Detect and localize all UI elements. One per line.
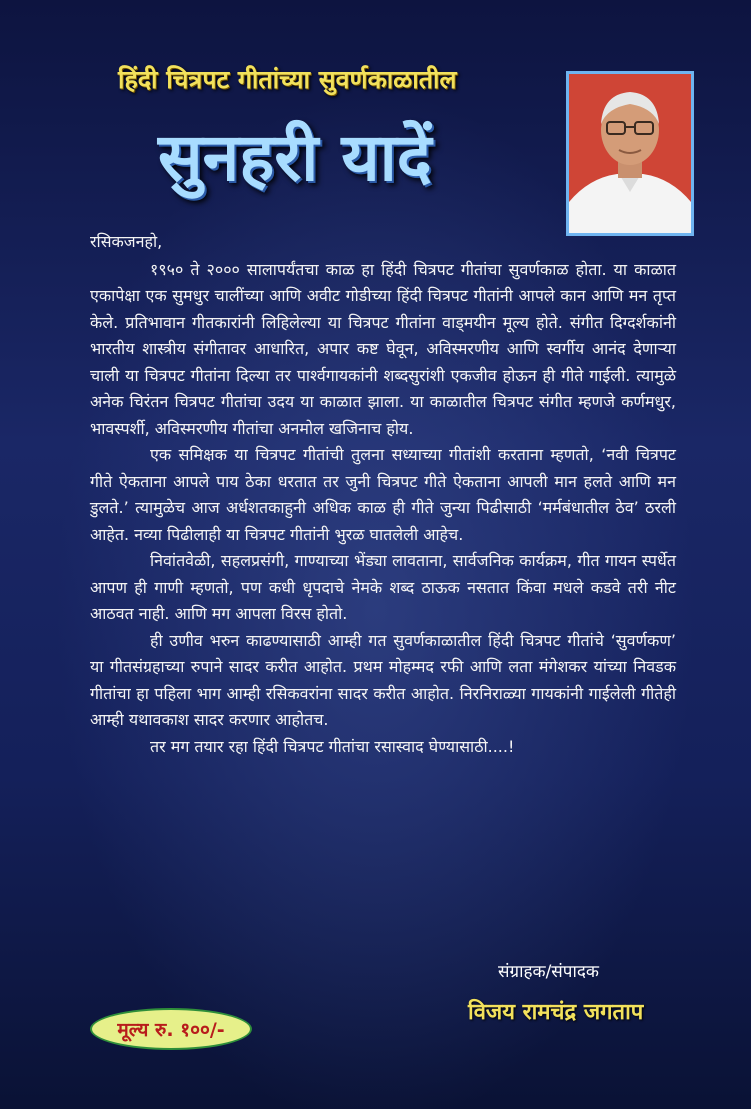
paragraph-3: निवांतवेळी, सहलप्रसंगी, गाण्याच्या भेंड्या लावताना, सार्वजनिक कार्यक्रम, गीत गायन स्पर्धेत आपण ही गाणी म्हणतो, पण कधी धृपदाचे नेमके शब्द ठाऊक नसतात किंवा मधले कडवे तरी नीट आठवत नाही. आणि मग आपला विरस होतो.	[90, 551, 676, 623]
price-badge: मूल्य रु. १००/-	[90, 1008, 252, 1050]
compiler-name: विजय रामचंद्र जगताप	[468, 1000, 644, 1025]
paragraph-1: १९५० ते २००० सालापर्यंतचा काळ हा हिंदी चित्रपट गीतांचा सुवर्णकाळ होता. या काळात एकापेक्षा एक सुमधुर चालींच्या आणि अवीट गोडीच्या हिंदी चित्रपट गीतांनी आपले कान आणि मन तृप्त केले. प्रतिभावान गीतकारांनी लिहिलेल्या या चित्रपट गीतांना वाड्मयीन मूल्य होते. संगीत दिग्दर्शकांनी भारतीय शास्त्रीय संगीतावर आधारित, अपार कष्ट घेवून, अविस्मरणीय आणि स्वर्गीय आनंद देणाऱ्या चाली या चित्रपट गीतांना दिल्या तर पार्श्वगायकांनी शब्दसुरांशी एकजीव होऊन ही गीते गाईली. त्यामुळे अनेक चिरंतन चित्रपट गीतांचा उदय या काळात झाला. या काळातील चित्रपट संगीत म्हणजे कर्णमधुर, भावस्पर्शी, अविस्मरणीय गीतांचा अनमोल खजिनाच होय.	[90, 259, 676, 438]
cover-title: सुनहरी यादें	[158, 119, 432, 196]
paragraph-4: ही उणीव भरुन काढण्यासाठी आम्ही गत सुवर्णकाळातील हिंदी चित्रपट गीतांचे ‘सुवर्णकण’ या गीतसंग्रहाच्या रुपाने सादर करीत आहोत. प्रथम मोहम्मद रफी आणि लता मंगेशकर यांच्या निवडक गीतांचा हा पहिला भाग आम्ही रसिकवरांना सादर करीत आहोत. निरनिराळ्या गायकांनी गाईलेली गीतेही आम्ही यथावकाश सादर करणार आहोतच.	[90, 630, 676, 729]
body-text	[90, 229, 676, 760]
paragraph-2: एक समिक्षक या चित्रपट गीतांची तुलना सध्याच्या गीतांशी करताना म्हणतो, ‘नवी चित्रपट गीते ऐकताना आपले पाय ठेका धरतात तर जुनी चित्रपट गीते ऐकताना आपली मान हलते आणि मन डुलते.’ त्यामुळेच आज अर्धशतकाहुनी अधिक काळ ही गीते जुन्या पिढीसाठी ‘मर्मबंधातील ठेव’ ठरली आहेत. नव्या पिढीलाही या चित्रपट गीतांनी भुरळ घातलेली आहेच.	[90, 445, 676, 544]
salutation: रसिकजनहो,	[90, 232, 163, 251]
author-portrait-image	[569, 74, 691, 233]
author-photo	[566, 71, 694, 236]
paragraph-5: तर मग तयार रहा हिंदी चित्रपट गीतांचा रसास्वाद घेण्यासाठी....!	[150, 736, 515, 756]
compiler-label: संग्राहक/संपादक	[498, 962, 599, 982]
cover-subtitle: हिंदी चित्रपट गीतांच्या सुवर्णकाळातील	[118, 65, 457, 94]
